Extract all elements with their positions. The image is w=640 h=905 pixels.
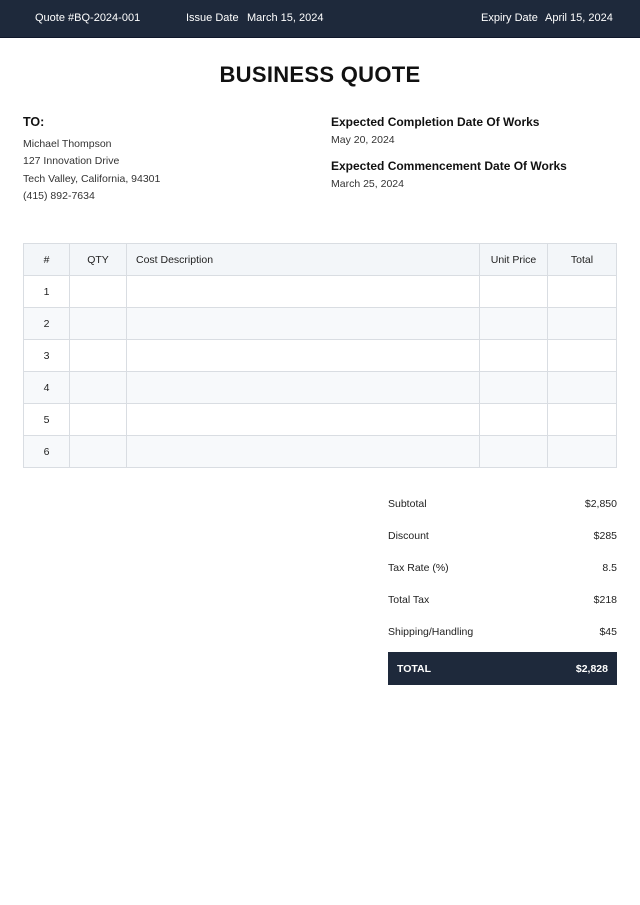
row-total (548, 372, 617, 404)
shipping-label: Shipping/Handling (388, 626, 474, 638)
shipping-value: $45 (599, 626, 617, 638)
table-row (24, 340, 617, 372)
discount-label: Discount (388, 530, 429, 542)
tax-rate-label: Tax Rate (%) (388, 562, 449, 574)
column-header-qty: QTY (70, 244, 127, 276)
grand-total-label: TOTAL (397, 662, 432, 675)
quote-header-bar (0, 0, 640, 38)
row-unit-price (480, 372, 548, 404)
tax-rate-value: 8.5 (602, 562, 617, 574)
row-description (127, 276, 480, 308)
row-total (548, 308, 617, 340)
table-header-row (24, 244, 617, 276)
expiry-date-label: Expiry Date (481, 12, 538, 24)
recipient-phone: (415) 892-7634 (23, 189, 95, 202)
row-description (127, 372, 480, 404)
row-total (548, 436, 617, 468)
row-unit-price (480, 276, 548, 308)
recipient-name: Michael Thompson (23, 138, 112, 150)
row-qty (70, 276, 127, 308)
row-description (127, 308, 480, 340)
column-header-unit-price: Unit Price (480, 244, 548, 276)
row-description (127, 340, 480, 372)
column-header-total: Total (548, 244, 617, 276)
completion-date-label: Expected Completion Date Of Works (331, 115, 540, 129)
grand-total-value: $2,828 (575, 662, 608, 675)
row-number: 4 (24, 372, 70, 404)
row-unit-price (480, 308, 548, 340)
discount-row (388, 520, 617, 552)
tax-rate-row (388, 552, 617, 584)
row-total (548, 340, 617, 372)
document-title: BUSINESS QUOTE (219, 62, 421, 87)
row-qty (70, 340, 127, 372)
table-row (24, 308, 617, 340)
row-unit-price (480, 404, 548, 436)
recipient-city: Tech Valley, California, 94301 (23, 172, 161, 185)
row-qty (70, 372, 127, 404)
expiry-date: April 15, 2024 (545, 12, 613, 24)
total-tax-label: Total Tax (388, 594, 430, 606)
commencement-date: March 25, 2024 (331, 178, 404, 190)
row-number: 3 (24, 340, 70, 372)
completion-date: May 20, 2024 (331, 134, 395, 146)
quote-summary (388, 488, 617, 675)
row-number: 5 (24, 404, 70, 436)
subtotal-row (388, 488, 617, 520)
issue-date: March 15, 2024 (247, 12, 324, 24)
row-total (548, 276, 617, 308)
commencement-date-label: Expected Commencement Date Of Works (331, 159, 567, 173)
shipping-row (388, 616, 617, 648)
cost-items-table (23, 243, 617, 468)
row-number: 1 (24, 276, 70, 308)
row-description (127, 404, 480, 436)
row-qty (70, 308, 127, 340)
total-tax-row (388, 584, 617, 616)
total-tax-value: $218 (593, 594, 617, 606)
discount-value: $285 (593, 530, 617, 542)
column-header-description: Cost Description (127, 244, 480, 276)
table-row (24, 276, 617, 308)
row-number: 2 (24, 308, 70, 340)
subtotal-value: $2,850 (584, 498, 617, 510)
grand-total-row (388, 652, 617, 685)
recipient-block (23, 115, 160, 205)
row-qty (70, 404, 127, 436)
subtotal-label: Subtotal (388, 498, 427, 510)
column-header-number: # (24, 244, 70, 276)
row-description (127, 436, 480, 468)
row-qty (70, 436, 127, 468)
table-row (24, 436, 617, 468)
recipient-label: TO: (23, 115, 45, 129)
row-number: 6 (24, 436, 70, 468)
row-unit-price (480, 340, 548, 372)
table-row (24, 404, 617, 436)
issue-date-label: Issue Date (186, 12, 239, 24)
row-total (548, 404, 617, 436)
quote-number: Quote #BQ-2024-001 (35, 12, 141, 24)
works-dates-block (331, 115, 567, 203)
table-row (24, 372, 617, 404)
recipient-street: 127 Innovation Drive (23, 155, 120, 168)
row-unit-price (480, 436, 548, 468)
